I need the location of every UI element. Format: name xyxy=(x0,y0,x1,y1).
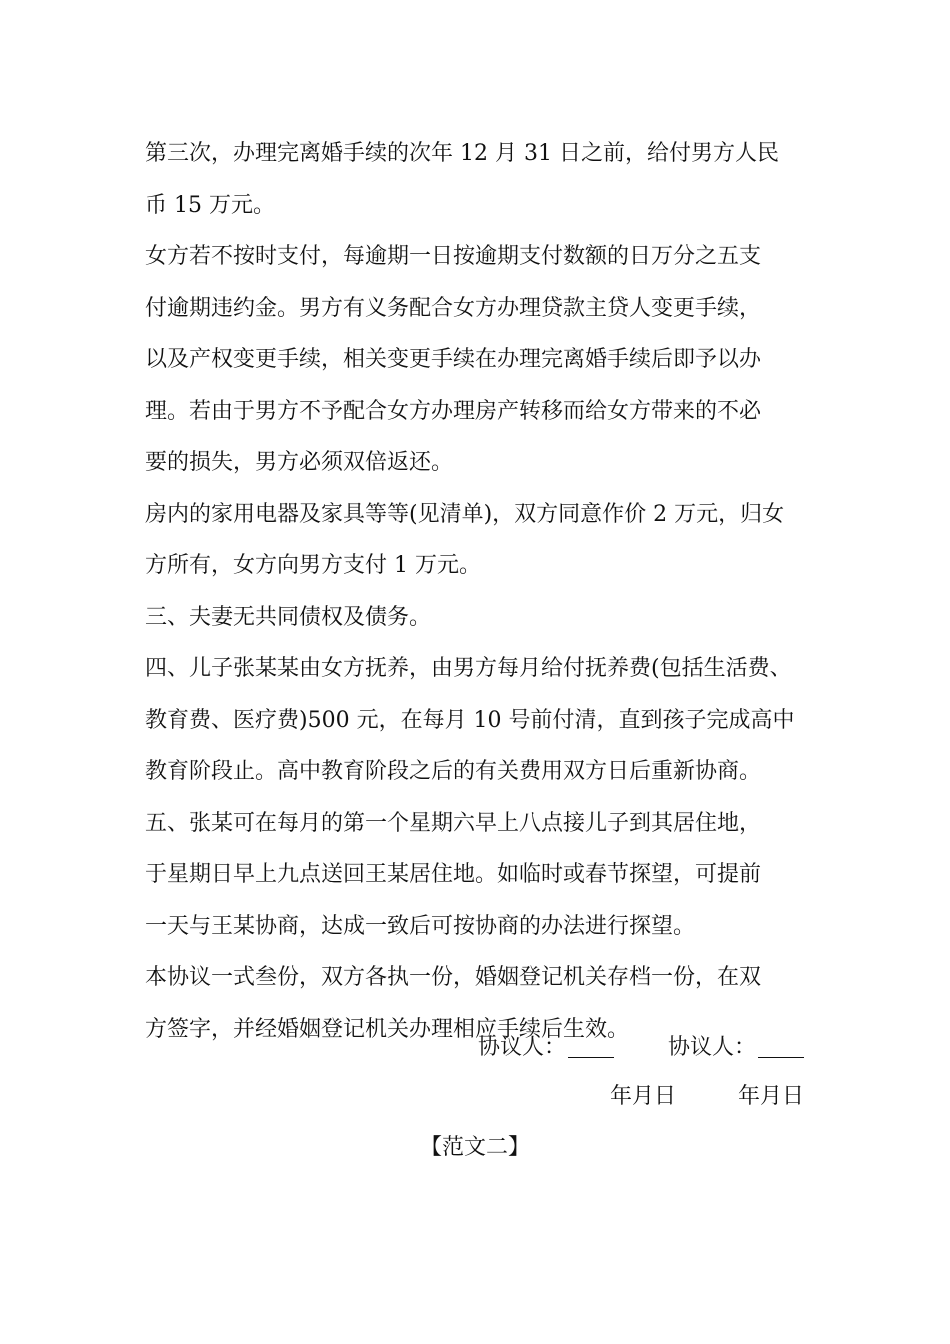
party-a-label: 协议人： xyxy=(478,1035,567,1060)
party-a-signature xyxy=(478,1026,614,1070)
body-line: 付逾期违约金。男方有义务配合女方办理贷款主贷人变更手续， xyxy=(145,295,762,321)
body-line: 于星期日早上九点送回王某居住地。如临时或春节探望，可提前 xyxy=(145,862,762,887)
body-line: 以及产权变更手续，相关变更手续在办理完离婚手续后即予以办 xyxy=(145,347,762,372)
body-line: 教育阶段止。高中教育阶段之后的有关费用双方日后重新协商。 xyxy=(145,759,762,784)
body-line: 方签字，并经婚姻登记机关办理相应手续后生效。 xyxy=(145,1016,630,1042)
body-line: 四、儿子张某某由女方抚养，由男方每月给付抚养费(包括生活费、 xyxy=(145,656,792,681)
party-b-signature-blank[interactable] xyxy=(758,1033,804,1058)
agreement-body xyxy=(145,128,825,1055)
body-line: 理。若由于男方不予配合女方办理房产转移而给女方带来的不必 xyxy=(145,398,762,424)
body-line: 教育费、医疗费)500 元，在每月 10 号前付清，直到孩子完成高中 xyxy=(145,707,795,733)
body-line: 房内的家用电器及家具等等(见清单)，双方同意作价 2 万元，归女 xyxy=(145,501,785,527)
party-a-date: 年月日 xyxy=(610,1084,677,1109)
body-line: 女方若不按时支付，每逾期一日按逾期支付数额的日万分之五支 xyxy=(145,244,762,269)
body-line: 本协议一式叁份，双方各执一份，婚姻登记机关存档一份，在双 xyxy=(145,965,762,990)
body-line: 五、张某可在每月的第一个星期六早上八点接儿子到其居住地， xyxy=(145,810,762,836)
body-line: 一天与王某协商，达成一致后可按协商的办法进行探望。 xyxy=(145,913,696,939)
party-b-date: 年月日 xyxy=(738,1084,805,1109)
body-line: 币 15 万元。 xyxy=(145,192,275,218)
party-b-label: 协议人： xyxy=(668,1035,757,1060)
body-line: 第三次，办理完离婚手续的次年 12 月 31 日之前，给付男方人民 xyxy=(145,141,779,166)
party-b-signature xyxy=(668,1026,804,1070)
body-line: 三、夫妻无共同债权及债务。 xyxy=(145,604,432,630)
party-a-signature-blank[interactable] xyxy=(568,1033,614,1058)
body-line: 方所有，女方向男方支付 1 万元。 xyxy=(145,553,481,578)
section-heading: 【范文二】 xyxy=(419,1135,530,1160)
body-line: 要的损失，男方必须双倍返还。 xyxy=(145,450,454,475)
